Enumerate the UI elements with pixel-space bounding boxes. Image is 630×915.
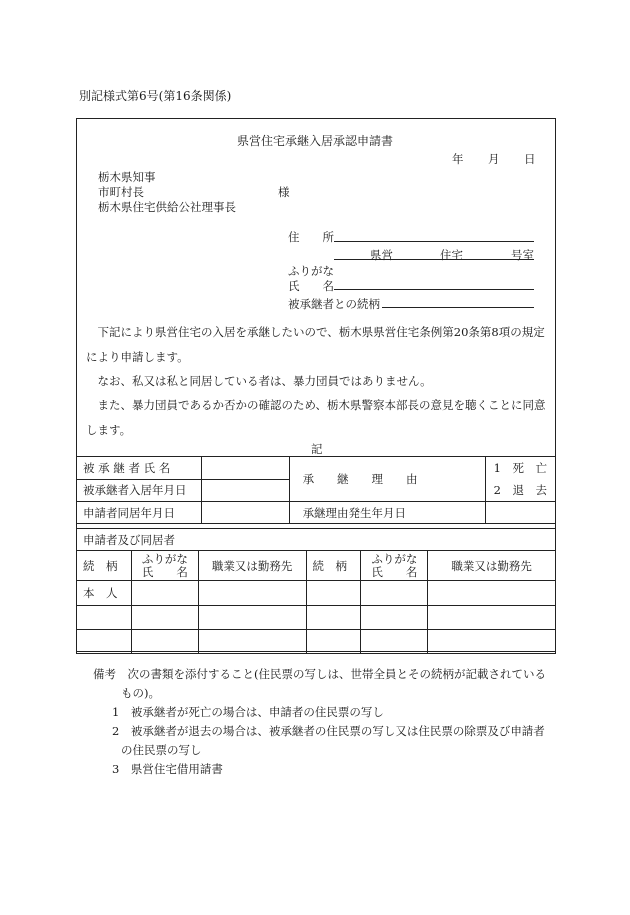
table-cell[interactable] xyxy=(361,606,428,630)
reason-options[interactable] xyxy=(485,457,555,502)
table-cell[interactable] xyxy=(131,606,198,630)
table-cell[interactable] xyxy=(428,581,556,606)
remarks-item-2: 2 被承継者が退去の場合は、被承継者の住民票の写し又は住民票の除票及び申請者 xyxy=(112,724,545,738)
table-cell[interactable] xyxy=(306,581,361,606)
self-relation-cell: 本 人 xyxy=(77,581,132,606)
col-furigana-name-1 xyxy=(131,551,198,581)
date-year-label: 年 xyxy=(452,152,464,166)
successor-entry-date-label: 被承継者入居年月日 xyxy=(77,479,202,502)
addressee-corp: 栃木県住宅供給公社理事長 xyxy=(98,200,236,214)
col-relation-1: 続 柄 xyxy=(77,551,132,581)
relation-label: 被承継者との続柄 xyxy=(288,297,380,311)
succession-table xyxy=(76,456,556,524)
unit-house-label: 住宅 xyxy=(440,248,463,262)
addressee-governor: 栃木県知事 xyxy=(98,170,156,184)
col-relation-2: 続 柄 xyxy=(306,551,361,581)
address-label: 住 所 xyxy=(288,230,334,244)
remarks-item-1: 1 被承継者が死亡の場合は、申請者の住民票の写し xyxy=(112,705,384,719)
relation-field[interactable] xyxy=(382,307,534,308)
reason-label: 承 継 理 由 xyxy=(289,457,485,502)
household-section-title: 申請者及び同居者 xyxy=(77,529,556,551)
name-field[interactable] xyxy=(334,289,534,290)
table-cell[interactable] xyxy=(306,630,361,654)
table-cell[interactable] xyxy=(198,630,306,654)
col-name-1: 氏 名 xyxy=(141,564,188,579)
table-cell[interactable] xyxy=(198,606,306,630)
date-day-label: 日 xyxy=(524,152,536,166)
body-paragraph-1: 下記により県営住宅の入居を承継したいので、栃木県県営住宅条例第20条第8項の規定により申請します。 xyxy=(86,325,545,364)
table-cell[interactable] xyxy=(306,606,361,630)
col-job-2: 職業又は勤務先 xyxy=(428,551,556,581)
reason-leave[interactable]: 2 退 去 xyxy=(493,483,547,497)
reason-date-label: 承継理由発生年月日 xyxy=(289,502,485,524)
form-number: 別記様式第6号(第16条関係) xyxy=(79,89,232,103)
successor-name-cell[interactable] xyxy=(202,457,289,480)
table-cell[interactable] xyxy=(77,606,132,630)
reason-date-cell[interactable] xyxy=(485,502,555,524)
body-paragraph-2: なお、私又は私と同居している者は、暴力団員ではありません。 xyxy=(97,374,432,388)
table-cell[interactable] xyxy=(131,630,198,654)
remarks-heading-cont: もの)。 xyxy=(121,686,160,700)
reason-death[interactable]: 1 死 亡 xyxy=(493,461,547,475)
successor-entry-date-cell[interactable] xyxy=(202,479,289,502)
addressee-mayor: 市町村長 xyxy=(98,185,144,199)
table-cell[interactable] xyxy=(198,581,306,606)
unit-room-label: 号室 xyxy=(511,248,534,262)
applicant-cohab-date-cell[interactable] xyxy=(202,502,289,524)
table-cell[interactable] xyxy=(428,606,556,630)
successor-name-label: 被 承 継 者 氏 名 xyxy=(77,457,202,480)
col-furigana-2: ふりがな xyxy=(371,551,418,566)
ki-label: 記 xyxy=(311,442,323,456)
remarks-item-2-cont: の住民票の写し xyxy=(121,743,202,757)
remarks-item-3: 3 県営住宅借用請書 xyxy=(112,762,223,776)
applicant-cohab-date-label: 申請者同居年月日 xyxy=(77,502,202,524)
table-cell[interactable] xyxy=(77,630,132,654)
col-job-1: 職業又は勤務先 xyxy=(198,551,306,581)
table-cell[interactable] xyxy=(131,581,198,606)
furigana-label: ふりがな xyxy=(288,264,334,278)
form-title: 県営住宅承継入居承認申請書 xyxy=(236,134,393,148)
body-paragraph-3: また、暴力団員であるか否かの確認のため、栃木県警察本部長の意見を聴くことに同意します。 xyxy=(86,398,546,437)
table-cell[interactable] xyxy=(361,581,428,606)
unit-pref-label: 県営 xyxy=(370,248,393,262)
col-furigana-name-2 xyxy=(361,551,428,581)
address-field[interactable] xyxy=(334,241,534,242)
remarks-heading: 備考 次の書類を添付すること(住民票の写しは、世帯全員とその続柄が記載されている xyxy=(93,667,546,681)
household-table xyxy=(76,528,556,654)
table-cell[interactable] xyxy=(428,630,556,654)
col-name-2: 氏 名 xyxy=(371,564,418,579)
col-furigana-1: ふりがな xyxy=(141,551,188,566)
date-month-label: 月 xyxy=(488,152,500,166)
table-cell[interactable] xyxy=(361,630,428,654)
honorific: 様 xyxy=(278,185,290,199)
unit-field[interactable] xyxy=(334,259,534,260)
name-label: 氏 名 xyxy=(288,279,334,293)
